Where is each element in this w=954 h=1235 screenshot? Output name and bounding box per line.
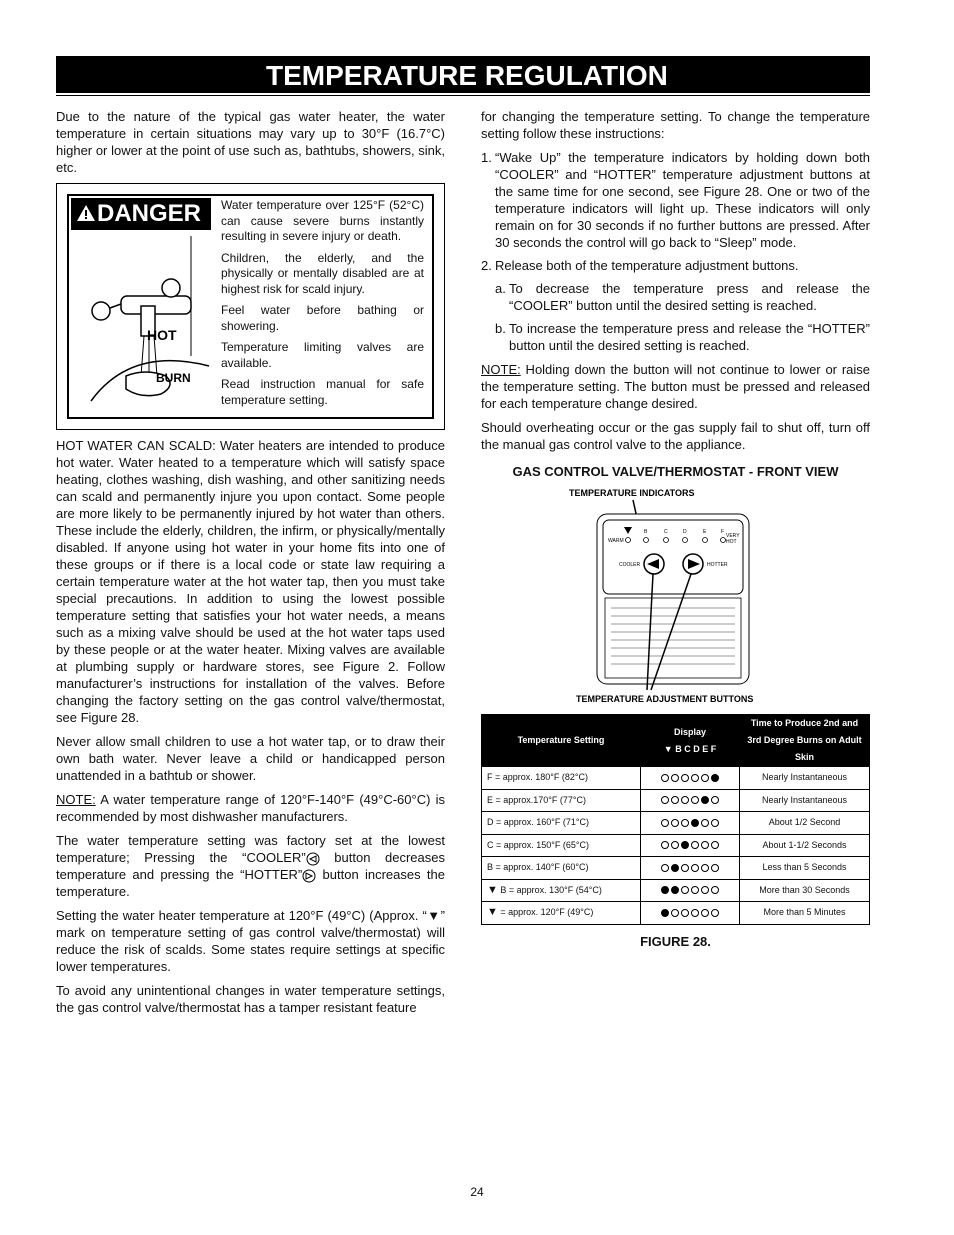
step-number: b. [495,321,506,336]
indicator-unlit [681,796,689,804]
indicator-unlit [701,819,709,827]
setting-cell [482,834,641,857]
letter-d: D [683,529,687,535]
indicator-unlit [681,909,689,917]
indicator-unlit [691,796,699,804]
indicator-unlit [701,841,709,849]
hot-text: HOT [147,327,177,343]
page-number: 24 [470,1185,484,1199]
setting-cell [482,857,641,880]
time-cell: Nearly Instantaneous [740,789,870,812]
table-header-row [482,715,870,767]
table-row [482,767,870,790]
table-row [482,879,870,902]
indicator-unlit [711,864,719,872]
step-2a [495,280,870,314]
hot-label: HOT [726,539,737,545]
indicator-unlit [671,796,679,804]
setting-cell [482,767,641,790]
step-number: a. [495,281,506,296]
indicator-lit [661,886,669,894]
indicator-lit [711,774,719,782]
indicators-label: TEMPERATURE INDICATORS [569,488,695,498]
down-triangle-icon: ▼ [426,908,441,923]
overheating-paragraph: Should overheating occur or the gas supply fail to shut off, turn off the manual gas control valve to the appliance. [481,420,870,452]
left-column [56,108,445,1023]
danger-item: Water temperature over 125°F (52°C) can cause severe burns instantly resulting in severe injury or death. [221,198,424,243]
factory-setting-paragraph [56,832,445,900]
indicator-unlit [701,774,709,782]
hotter-label: HOTTER [707,562,728,568]
warning-triangle-icon [77,199,95,231]
button-note [481,361,870,412]
display-letters-row [645,741,735,758]
danger-item: Children, the elderly, and the physically or mentally disabled are at highest risk for scald injury. [221,250,424,296]
step-text: “Wake Up” the temperature indicators by holding down both “COOLER” and “HOTTER” temperature adjustment buttons at the same time for one second, see Figure 28. One or two of the temperature indicators will light up. These indicators will only remain on for 30 seconds if no further buttons are pressed. After 30 seconds the control will go back to “Sleep” mode. [495,150,870,250]
text-span: The water temperature setting was factory set at the lowest temperature; Pressing the “COOLER” [56,833,445,865]
indicator-unlit [691,886,699,894]
indicator-lit [671,886,679,894]
indicator-unlit [711,819,719,827]
step-text: Release both of the temperature adjustment buttons. [495,258,799,273]
note-text: A water temperature range of 120°F-140°F (49°C-60°C) is recommended by most dishwasher manufacturers. [56,792,445,824]
header-setting: Temperature Setting [482,715,641,767]
setting-cell [482,879,641,902]
thermostat-diagram [481,484,870,706]
indicator-unlit [691,841,699,849]
display-cell [641,902,740,925]
cooler-label: COOLER [619,562,641,568]
title-banner [56,56,870,93]
indicator-unlit [681,886,689,894]
setting-text: B = approx. 140°F (60°C) [487,862,589,873]
table-row [482,812,870,835]
indicator-unlit [661,796,669,804]
intro-paragraph: Due to the nature of the typical gas water heater, the water temperature in certain situations may vary up to 30°F (16.7°C) higher or lower at the point of use such as, bathtubs, showers, sink, etc. [56,109,445,175]
danger-item: Temperature limiting valves are available. [221,340,424,370]
note-label: NOTE: [481,362,521,377]
danger-item: Read instruction manual for safe temperature setting. [221,377,424,407]
danger-label-box [56,183,445,430]
table-row [482,857,870,880]
scald-illustration [71,236,211,422]
indicator-lit [691,819,699,827]
indicator-unlit [671,909,679,917]
time-cell: About 1-1/2 Seconds [740,834,870,857]
display-cell [641,767,740,790]
time-cell: More than 30 Seconds [740,879,870,902]
indicator-unlit [661,864,669,872]
setting-cell [482,902,641,925]
indicator-unlit [691,864,699,872]
scald-paragraph: HOT WATER CAN SCALD: Water heaters are intended to produce hot water. Water heated to a temperature which will satisfy space heating, clothes washing, dish washing, and other sanitizing needs can scald and permanently injure you upon contact. Some people are more likely to be permanently injured by hot water than others. These include the elderly, children, the infirm, or physically/mentally disabled. If anyone using hot water in your home fits into one of these groups or if there is a local code or state law requiring a certain temperature water at the hot water tap, then you must take special precautions. In addition to using the lowest possible temperature setting that satisfies your hot water needs, a means such as a mixing valve should be used at the hot water taps used by these people or at the water heater. Mixing valves are available at plumbing supply or hardware stores, see Figure 2. Follow manufacturer’s instructions for installation of the valves. Before changing the factory setting on the gas control valve/thermostat, see Figure 28. [56,438,445,725]
setting-text: F = approx. 180°F (82°C) [487,772,588,783]
step-2b [495,320,870,354]
letter-e: E [703,529,707,535]
step-2 [481,257,870,274]
time-cell: More than 5 Minutes [740,902,870,925]
danger-badge [71,198,211,230]
indicator-unlit [681,864,689,872]
table-row [482,834,870,857]
indicator-unlit [711,841,719,849]
danger-warnings [221,198,424,414]
setting-120-paragraph [56,907,445,975]
text-span: ” mark on temperature setting of gas control valve/thermostat) will reduce the risk of scalds. Some states require settings at specific lower temperatures. [56,908,445,974]
display-header-text: Display [673,726,706,737]
indicator-unlit [681,774,689,782]
danger-inner-frame [67,194,434,419]
indicator-unlit [701,864,709,872]
letter-c: C [664,529,668,535]
down-triangle-icon: ▼ [487,883,498,896]
time-cell: About 1/2 Second [740,812,870,835]
display-cell [641,857,740,880]
text-span: Setting the water heater temperature at 120°F (49°C) (Approx. “ [56,908,427,923]
time-cell: Nearly Instantaneous [740,767,870,790]
burn-text: BURN [156,371,191,385]
step-text: To decrease the temperature press and release the “COOLER” button until the desired setting is reached. [509,281,870,313]
display-cell [641,879,740,902]
text-span: button increases the temperature. [56,867,445,899]
indicator-lit [671,864,679,872]
indicator-unlit [711,909,719,917]
display-cell [641,789,740,812]
display-cell [641,834,740,857]
danger-item: Feel water before bathing or showering. [221,303,424,333]
very-label: VERY [726,533,740,539]
step-text: To increase the temperature press and release the “HOTTER” button until the desired setting is reached. [509,321,870,353]
indicator-unlit [701,886,709,894]
setting-text: C = approx. 150°F (65°C) [487,839,589,850]
title-rule [56,95,870,96]
figure-caption: FIGURE 28. [640,933,711,949]
header-display [641,715,740,767]
tamper-paragraph: To avoid any unintentional changes in water temperature settings, the gas control valve/thermostat has a tamper resistant feature [56,983,445,1015]
children-paragraph: Never allow small children to use a hot water tap, or to draw their own bath water. Never leave a child or handicapped person unattended in a bathtub or shower. [56,734,445,783]
header-time: Time to Produce 2nd and 3rd Degree Burns on Adult Skin [740,715,870,767]
indicator-unlit [701,909,709,917]
table-body [482,767,870,925]
display-cell [641,812,740,835]
down-triangle-icon: ▼ [487,906,498,919]
page-title: TEMPERATURE REGULATION [266,60,668,91]
step-number: 2. [481,258,492,273]
setting-text: = approx. 120°F (49°C) [497,907,594,918]
indicator-unlit [671,819,679,827]
temperature-table [481,714,870,925]
setting-text: E = approx.170°F (77°C) [487,794,586,805]
indicator-unlit [711,796,719,804]
note-text: Holding down the button will not continue to lower or raise the temperature setting. The button must be pressed and released for each temperature change desired. [481,362,870,411]
instruction-steps [481,149,870,354]
down-triangle-icon: ▼ [663,743,673,754]
note-label: NOTE: [56,792,96,807]
danger-word: DANGER [97,200,202,227]
step-number: 1. [481,150,492,165]
continued-paragraph: for changing the temperature setting. To change the temperature setting follow these instructions: [481,109,870,141]
indicator-unlit [661,841,669,849]
letter-f: F [721,529,725,535]
time-cell: Less than 5 Seconds [740,857,870,880]
figure-title: GAS CONTROL VALVE/THERMOSTAT - FRONT VIEW [512,464,839,479]
indicator-unlit [671,841,679,849]
indicator-lit [661,909,669,917]
indicator-unlit [661,774,669,782]
hotter-button-icon [302,869,316,883]
setting-cell [482,789,641,812]
indicator-unlit [661,819,669,827]
setting-text: D = approx. 160°F (71°C) [487,817,589,828]
setting-text: B = approx. 130°F (54°C) [497,884,602,895]
table-row [482,902,870,925]
text-span: button decreases temperature and pressing the “HOTTER” [56,850,445,882]
letter-b: B [644,529,648,535]
indicator-unlit [711,886,719,894]
adjustment-buttons-label: TEMPERATURE ADJUSTMENT BUTTONS [576,694,754,704]
step-1 [481,149,870,251]
display-letters: B C D E F [675,743,717,754]
right-column [481,108,870,950]
indicator-unlit [681,819,689,827]
setting-cell [482,812,641,835]
cooler-button-icon [306,852,320,866]
table-row [482,789,870,812]
dishwasher-note [56,791,445,825]
indicator-unlit [691,774,699,782]
indicator-unlit [671,774,679,782]
warm-label: WARM [608,538,624,544]
indicator-lit [701,796,709,804]
indicator-lit [681,841,689,849]
indicator-unlit [691,909,699,917]
